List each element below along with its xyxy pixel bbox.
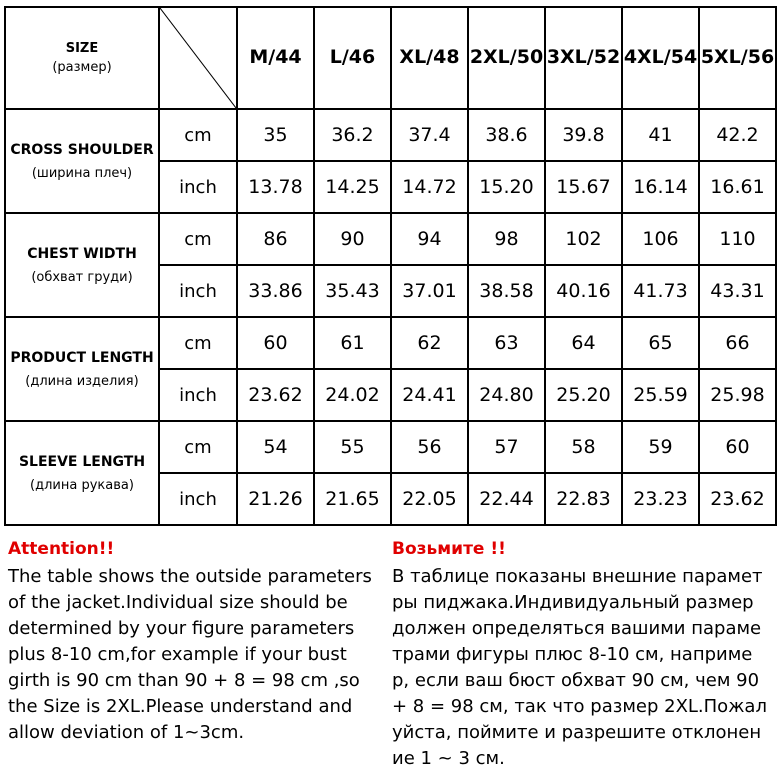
value-cell: 58 xyxy=(545,421,622,473)
value-cell: 54 xyxy=(237,421,314,473)
unit-cell: cm xyxy=(159,421,237,473)
value-cell: 24.41 xyxy=(391,369,468,421)
size-column-header: 3XL/52 xyxy=(545,7,622,109)
value-cell: 13.78 xyxy=(237,161,314,213)
size-column-header: 5XL/56 xyxy=(699,7,776,109)
value-cell: 61 xyxy=(314,317,391,369)
table-row xyxy=(5,317,776,369)
measurement-name-ru: (длина рукава) xyxy=(30,477,134,493)
unit-cell: inch xyxy=(159,473,237,525)
value-cell: 86 xyxy=(237,213,314,265)
value-cell: 25.98 xyxy=(699,369,776,421)
value-cell: 37.4 xyxy=(391,109,468,161)
value-cell: 37.01 xyxy=(391,265,468,317)
value-cell: 23.23 xyxy=(622,473,699,525)
unit-cell: cm xyxy=(159,109,237,161)
value-cell: 16.14 xyxy=(622,161,699,213)
note-line: determined by your figure parameters xyxy=(8,618,355,639)
measurement-name: CHEST WIDTH xyxy=(27,245,137,262)
value-cell: 98 xyxy=(468,213,545,265)
unit-cell: inch xyxy=(159,161,237,213)
note-line: уйста, поймите и разрешите отклонен xyxy=(392,722,762,743)
value-cell: 59 xyxy=(622,421,699,473)
value-cell: 35 xyxy=(237,109,314,161)
value-cell: 24.02 xyxy=(314,369,391,421)
value-cell: 63 xyxy=(468,317,545,369)
value-cell: 23.62 xyxy=(699,473,776,525)
attention-title-en: Attention!! xyxy=(8,539,115,559)
value-cell: 25.59 xyxy=(622,369,699,421)
value-cell: 16.61 xyxy=(699,161,776,213)
value-cell: 14.25 xyxy=(314,161,391,213)
note-line: В таблице показаны внешние парамет xyxy=(392,566,763,587)
note-line: должен определяться вашими параме xyxy=(392,618,762,639)
note-line: of the jacket.Individual size should be xyxy=(8,592,348,613)
note-line: + 8 = 98 см, так что размер 2XL.Пожал xyxy=(392,696,767,717)
attention-note-en xyxy=(8,538,386,746)
measurement-name-ru: (ширина плеч) xyxy=(31,165,133,181)
value-cell: 22.83 xyxy=(545,473,622,525)
note-line: the Size is 2XL.Please understand and xyxy=(8,696,353,717)
attention-note-ru xyxy=(392,538,776,772)
value-cell: 39.8 xyxy=(545,109,622,161)
value-cell: 40.16 xyxy=(545,265,622,317)
measurement-name: CROSS SHOULDER xyxy=(10,141,154,158)
value-cell: 55 xyxy=(314,421,391,473)
value-cell: 23.62 xyxy=(237,369,314,421)
value-cell: 110 xyxy=(699,213,776,265)
size-header-label: SIZE xyxy=(65,41,99,56)
value-cell: 56 xyxy=(391,421,468,473)
value-cell: 65 xyxy=(622,317,699,369)
size-column-header: XL/48 xyxy=(391,7,468,109)
measurement-name: PRODUCT LENGTH xyxy=(10,349,154,366)
value-cell: 22.44 xyxy=(468,473,545,525)
unit-cell: cm xyxy=(159,317,237,369)
value-cell: 94 xyxy=(391,213,468,265)
attention-text-ru xyxy=(392,564,776,772)
attention-text-en xyxy=(8,564,386,746)
value-cell: 22.05 xyxy=(391,473,468,525)
value-cell: 24.80 xyxy=(468,369,545,421)
note-line: ры пиджака.Индивидуальный размер xyxy=(392,592,754,613)
table-row xyxy=(5,109,776,161)
note-line: ие 1 ~ 3 см. xyxy=(392,748,505,769)
size-header-cell xyxy=(5,7,159,109)
size-chart-table xyxy=(4,6,777,526)
value-cell: 102 xyxy=(545,213,622,265)
table-row xyxy=(5,421,776,473)
value-cell: 90 xyxy=(314,213,391,265)
note-line: р, если ваш бюст обхват 90 см, чем 90 xyxy=(392,670,760,691)
measurement-label-cell xyxy=(5,109,159,213)
size-column-header: 2XL/50 xyxy=(468,7,545,109)
value-cell: 66 xyxy=(699,317,776,369)
value-cell: 21.26 xyxy=(237,473,314,525)
measurement-name: SLEEVE LENGTH xyxy=(18,453,146,470)
measurement-label-cell xyxy=(5,213,159,317)
value-cell: 25.20 xyxy=(545,369,622,421)
diagonal-header-cell xyxy=(159,7,237,109)
value-cell: 60 xyxy=(237,317,314,369)
value-cell: 36.2 xyxy=(314,109,391,161)
value-cell: 14.72 xyxy=(391,161,468,213)
size-column-header: L/46 xyxy=(314,7,391,109)
measurement-label-cell xyxy=(5,317,159,421)
value-cell: 62 xyxy=(391,317,468,369)
measurement-name-ru: (обхват груди) xyxy=(31,269,133,285)
value-cell: 42.2 xyxy=(699,109,776,161)
note-line: трами фигуры плюс 8-10 см, наприме xyxy=(392,644,753,665)
value-cell: 38.58 xyxy=(468,265,545,317)
value-cell: 21.65 xyxy=(314,473,391,525)
value-cell: 60 xyxy=(699,421,776,473)
header-row xyxy=(5,7,776,109)
diagonal-divider xyxy=(160,8,236,108)
value-cell: 15.67 xyxy=(545,161,622,213)
unit-cell: cm xyxy=(159,213,237,265)
value-cell: 57 xyxy=(468,421,545,473)
size-header-label-ru: (размер) xyxy=(52,60,112,75)
note-line: plus 8-10 cm,for example if your bust xyxy=(8,644,347,665)
size-column-header: M/44 xyxy=(237,7,314,109)
value-cell: 15.20 xyxy=(468,161,545,213)
table-row xyxy=(5,213,776,265)
unit-cell: inch xyxy=(159,265,237,317)
note-line: girth is 90 cm than 90 + 8 = 98 cm ,so xyxy=(8,670,360,691)
note-line: The table shows the outside parameters xyxy=(8,566,372,587)
value-cell: 41 xyxy=(622,109,699,161)
attention-title-ru: Возьмите !! xyxy=(392,539,506,559)
value-cell: 106 xyxy=(622,213,699,265)
measurement-name-ru: (длина изделия) xyxy=(25,373,139,389)
value-cell: 41.73 xyxy=(622,265,699,317)
size-column-header: 4XL/54 xyxy=(622,7,699,109)
value-cell: 64 xyxy=(545,317,622,369)
value-cell: 43.31 xyxy=(699,265,776,317)
value-cell: 33.86 xyxy=(237,265,314,317)
measurement-label-cell xyxy=(5,421,159,525)
unit-cell: inch xyxy=(159,369,237,421)
value-cell: 35.43 xyxy=(314,265,391,317)
note-line: allow deviation of 1~3cm. xyxy=(8,722,245,743)
value-cell: 38.6 xyxy=(468,109,545,161)
